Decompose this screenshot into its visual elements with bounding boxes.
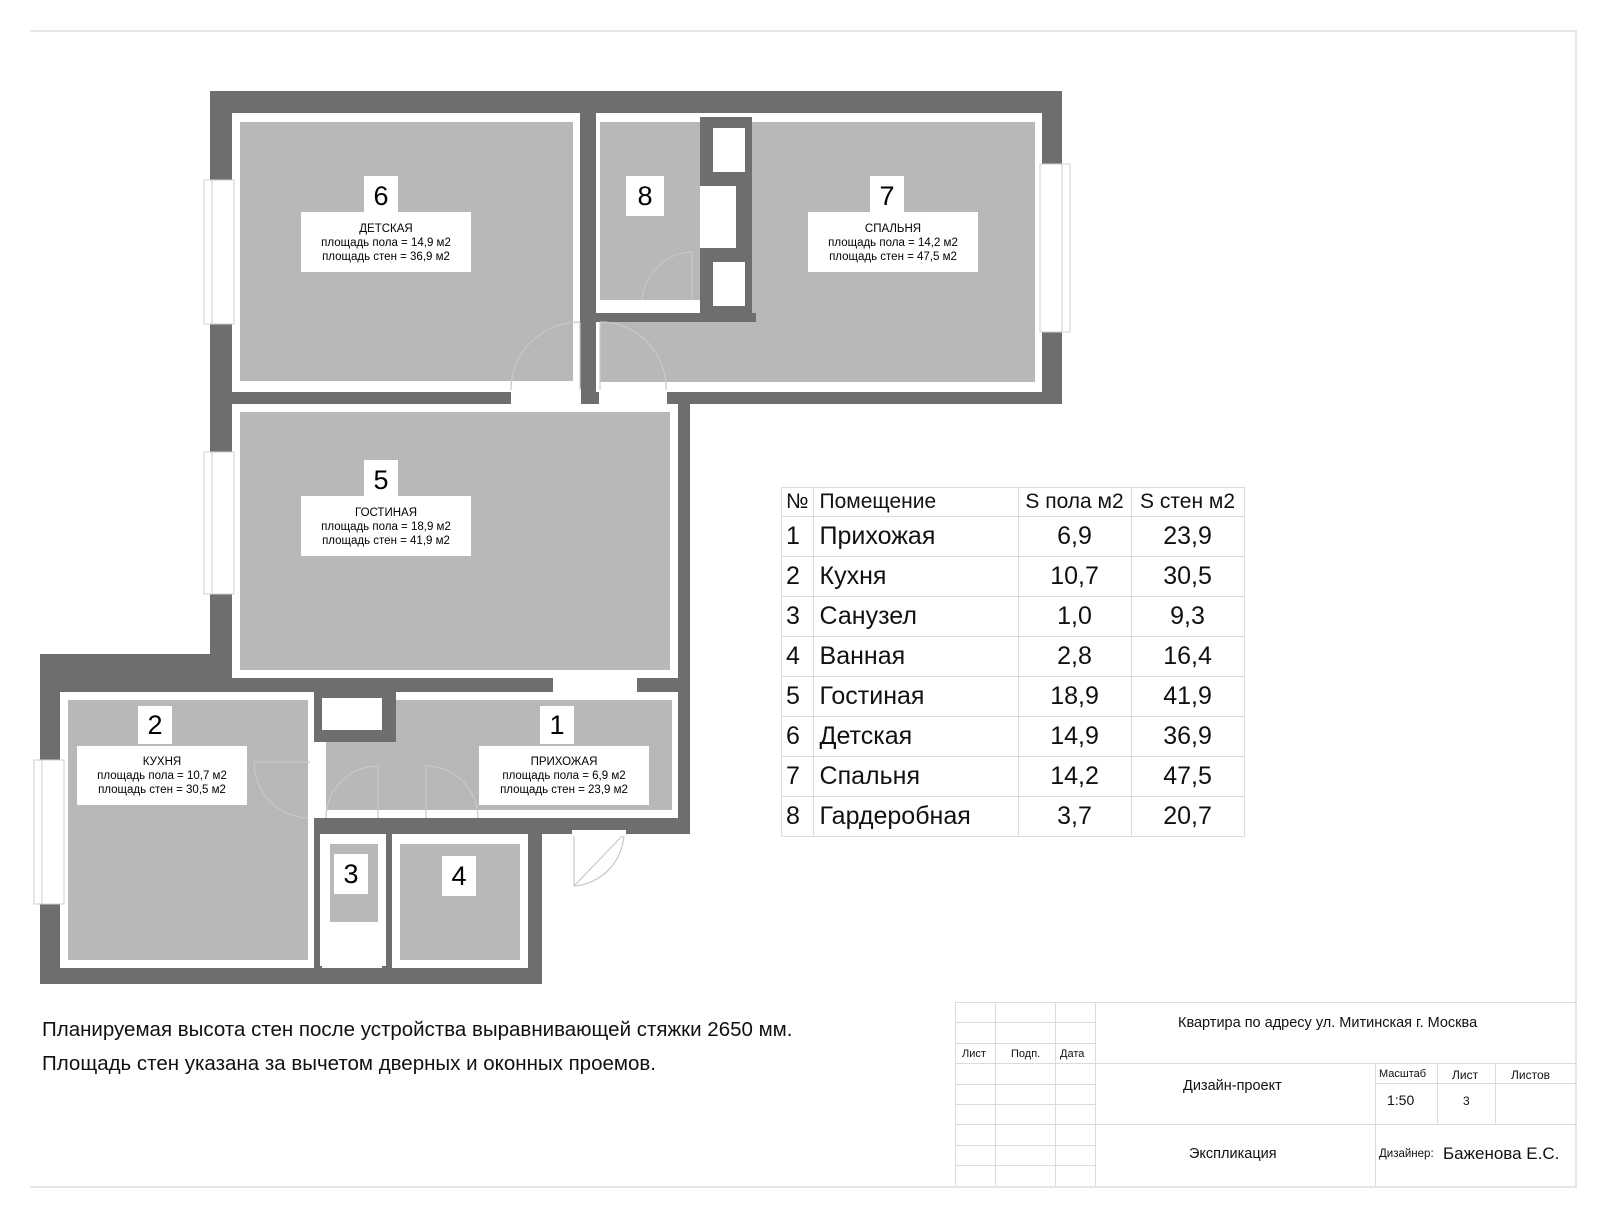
row-room: Спальня [813,757,1018,797]
header-number: № [782,488,814,517]
label-sheet-number: Лист [1452,1068,1479,1082]
table-row [782,677,1245,717]
room-name: ПРИХОЖАЯ [530,756,598,768]
title-block [955,1002,1577,1186]
row-floor-area: 3,7 [1018,797,1131,837]
table-row [782,557,1245,597]
room-floor-area: площадь пола = 10,7 м2 [97,770,227,782]
floor-room-7-bottom [600,322,760,382]
row-room: Ванная [813,637,1018,677]
room-name: КУХНЯ [142,756,182,768]
gap-door-5-to-1 [553,676,637,694]
label-signature: Подп. [1011,1048,1041,1060]
niche-bath-bottom [322,936,382,968]
scale-value: 1:50 [1387,1092,1415,1108]
niche-closet-mid [700,186,736,248]
room-wall-area: площадь стен = 23,9 м2 [500,784,628,796]
room-number-text: 5 [373,465,389,495]
wall-bedroom-step [596,313,756,322]
room-floor-area: площадь пола = 6,9 м2 [502,770,626,782]
table-row [782,637,1245,677]
row-floor-area: 6,9 [1018,517,1131,557]
note-wall-area: Площадь стен указана за вычетом дверных и оконных проемов. [42,1052,656,1075]
table-row [782,717,1245,757]
label-scale: Масштаб [1379,1068,1427,1080]
label-sheets-total: Листов [1511,1068,1550,1082]
room-number-6 [364,176,398,216]
room-number-text: 2 [147,710,163,740]
room-number-7 [870,176,904,216]
room-label-5 [301,496,471,556]
table-row [782,757,1245,797]
room-floor-area: площадь пола = 14,2 м2 [828,237,958,249]
room-floor-area: площадь пола = 18,9 м2 [321,521,451,533]
niche-closet-bottom [713,262,745,306]
room-wall-area: площадь стен = 36,9 м2 [322,251,450,263]
row-floor-area: 2,8 [1018,637,1131,677]
room-name: ДЕТСКАЯ [359,223,413,235]
row-floor-area: 1,0 [1018,597,1131,637]
room-label-7 [808,212,978,272]
label-date: Дата [1060,1048,1085,1060]
header-floor-area: S пола м2 [1018,488,1131,517]
floor-room-2 [68,700,308,960]
row-number: 8 [782,797,814,837]
designer-name: Баженова Е.С. [1443,1144,1560,1163]
explication-table [781,487,1245,837]
row-floor-area: 18,9 [1018,677,1131,717]
room-number-5 [364,460,398,500]
row-room: Прихожая [813,517,1018,557]
room-wall-area: площадь стен = 30,5 м2 [98,784,226,796]
row-wall-area: 23,9 [1131,517,1244,557]
room-name: ГОСТИНАЯ [354,507,418,519]
row-room: Детская [813,717,1018,757]
room-number-text: 7 [879,181,895,211]
header-room: Помещение [813,488,1018,517]
room-number-text: 8 [637,181,653,211]
drawing-title: Экспликация [1189,1146,1277,1162]
room-number-text: 3 [343,859,359,889]
room-number-text: 1 [549,710,565,740]
room-number-text: 6 [373,181,389,211]
room-wall-area: площадь стен = 41,9 м2 [322,535,450,547]
niche-corridor [322,698,382,730]
row-wall-area: 41,9 [1131,677,1244,717]
window-room-5 [204,452,234,594]
row-number: 5 [782,677,814,717]
row-wall-area: 47,5 [1131,757,1244,797]
row-room: Гардеробная [813,797,1018,837]
room-number-3 [334,854,368,894]
table-header-row [782,488,1245,517]
row-floor-area: 14,9 [1018,717,1131,757]
row-wall-area: 9,3 [1131,597,1244,637]
room-label-1 [479,746,649,805]
room-number-8 [626,176,664,216]
row-floor-area: 10,7 [1018,557,1131,597]
sheet-value: 3 [1463,1094,1470,1108]
row-wall-area: 16,4 [1131,637,1244,677]
table-row [782,517,1245,557]
room-number-4 [442,856,476,896]
entrance-gap [572,830,626,836]
room-number-1 [540,706,574,744]
label-designer: Дизайнер: [1379,1148,1434,1160]
row-number: 3 [782,597,814,637]
floor-room-1-corridor [326,742,396,810]
row-wall-area: 20,7 [1131,797,1244,837]
window-room-2 [34,760,64,904]
table-row [782,597,1245,637]
room-wall-area: площадь стен = 47,5 м2 [829,251,957,263]
row-number: 7 [782,757,814,797]
row-number: 1 [782,517,814,557]
header-wall-area: S стен м2 [1131,488,1244,517]
window-room-6 [204,180,234,324]
gap-door-5-to-6 [511,388,581,408]
row-room: Санузел [813,597,1018,637]
table-row [782,797,1245,837]
row-room: Гостиная [813,677,1018,717]
room-label-6 [301,212,471,272]
project-type: Дизайн-проект [1183,1078,1282,1094]
row-room: Кухня [813,557,1018,597]
row-number: 4 [782,637,814,677]
room-label-2 [77,746,247,805]
row-wall-area: 30,5 [1131,557,1244,597]
room-number-2 [138,706,172,744]
room-number-text: 4 [451,861,467,891]
project-address: Квартира по адресу ул. Митинская г. Москва [1178,1015,1478,1031]
row-number: 6 [782,717,814,757]
niche-closet-top [713,128,745,172]
label-sheet: Лист [962,1048,986,1060]
gap-door-5-to-7 [599,388,667,408]
row-floor-area: 14,2 [1018,757,1131,797]
window-room-7 [1040,164,1070,332]
row-wall-area: 36,9 [1131,717,1244,757]
row-number: 2 [782,557,814,597]
room-floor-area: площадь пола = 14,9 м2 [321,237,451,249]
room-name: СПАЛЬНЯ [864,223,922,235]
note-wall-height: Планируемая высота стен после устройства выравнивающей стяжки 2650 мм. [42,1018,793,1041]
